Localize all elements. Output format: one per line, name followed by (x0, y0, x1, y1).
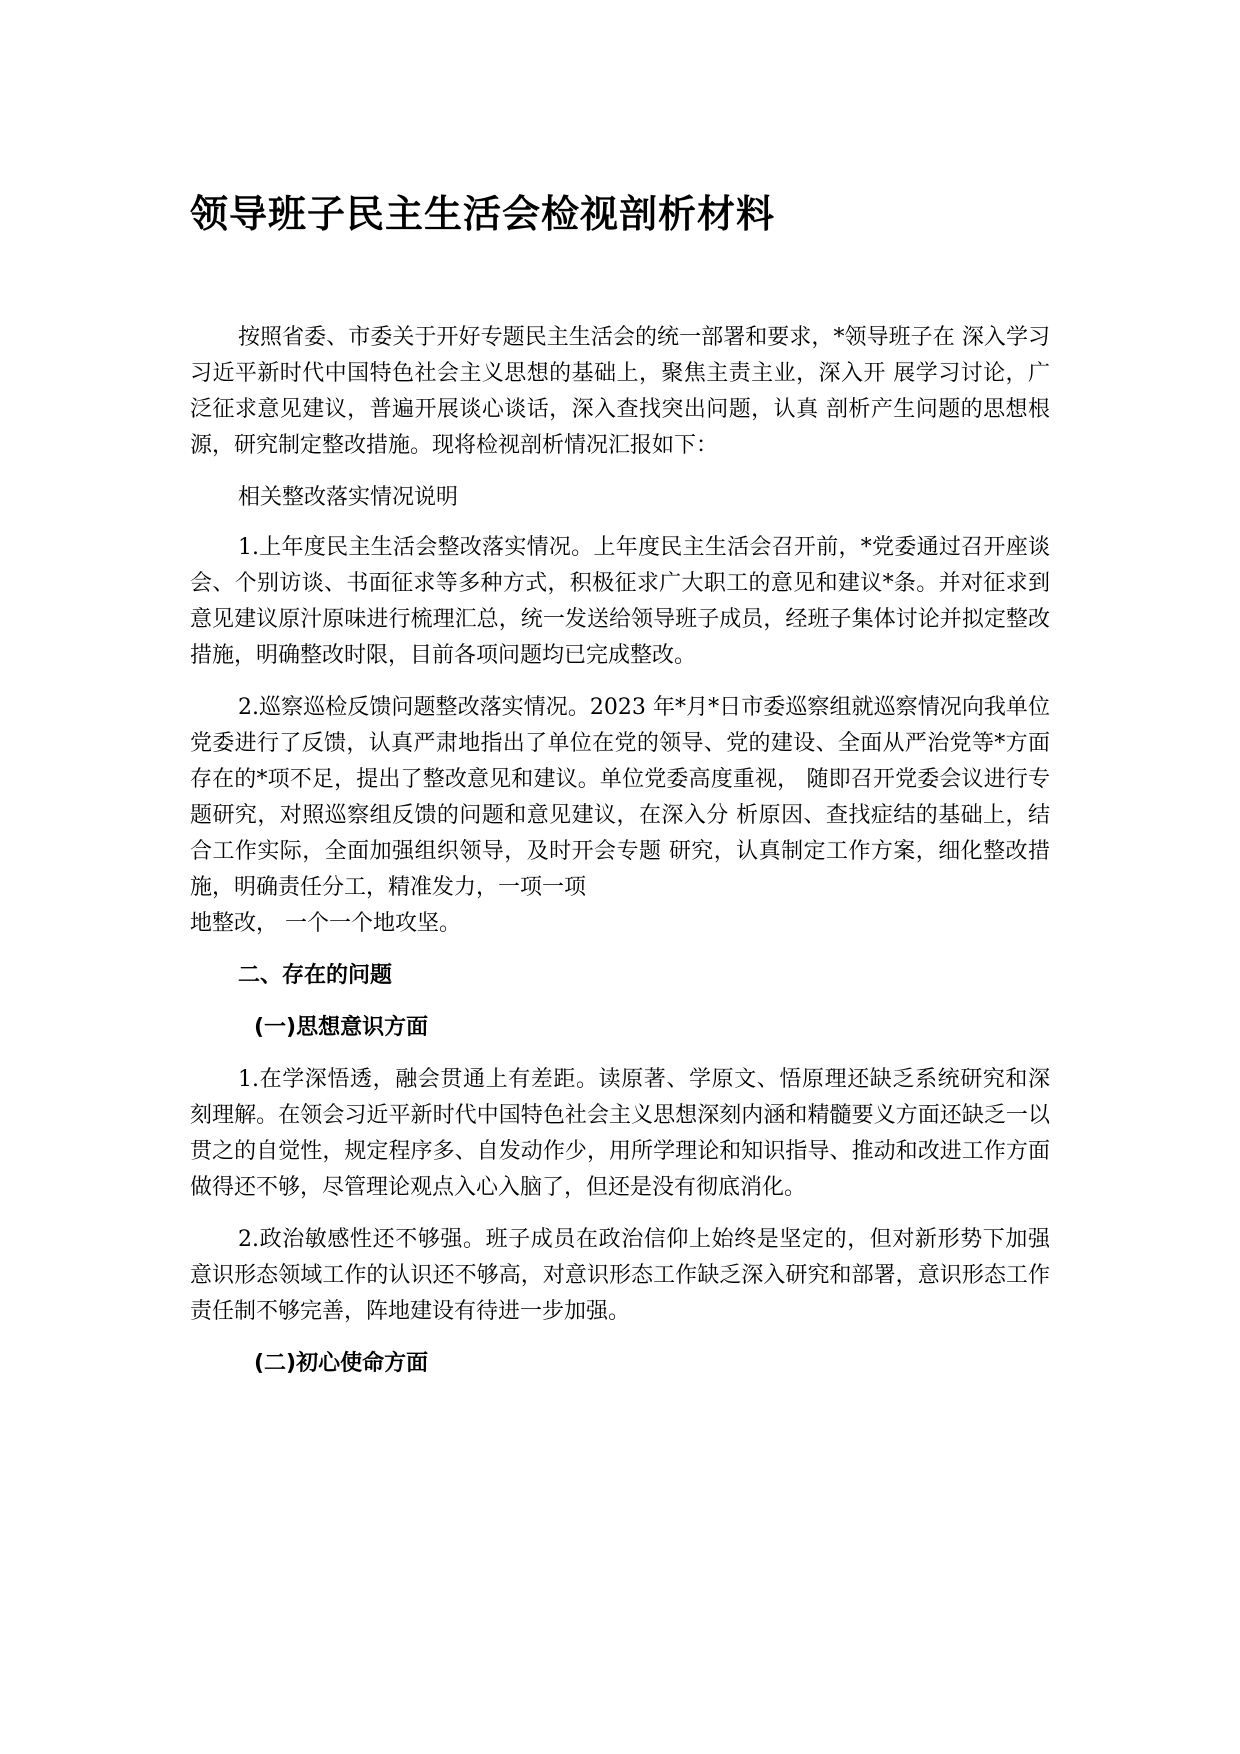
rectification-paragraph-2-tail: 地整改， 一个一个地攻坚。 (190, 911, 461, 936)
ideology-paragraph-1: 1.在学深悟透，融会贯通上有差距。读原著、学原文、悟原理还缺乏系统研究和深刻理解。在领会习近平新时代中国特色社会主义思想深刻内涵和精髓要义方面还缺乏一以贯之的自觉性，规定程序多、自发动作少，用所学理论和知识指导、推动和改进工作方面做得还不够，尽管理论观点入心入脑了，但还是没有彻底消化。 (190, 1067, 1050, 1200)
rectification-paragraph-2-main: 2.巡察巡检反馈问题整改落实情况。2023 年*月*日市委巡察组就巡察情况向我单位党委进行了反馈，认真严肃地指出了单位在党的领导、党的建设、全面从严治党等*方面存在的*项不足，提出了整改意见和建议。单位党委高度重视， 随即召开党委会议进行专题研究，对照巡察组反馈的问题和意见建议，在深入分 析原因、查找症结的基础上，结合工作实际，全面加强组织领导，及时开会专题 研究，认真制定工作方案，细化整改措施，明确责任分工，精准发力，一项一项 (190, 695, 1050, 900)
document-body (190, 320, 1050, 1398)
document-title: 领导班子民主生活会检视剖析材料 (190, 192, 776, 236)
mission-subheading: (二)初心使命方面 (254, 1351, 429, 1376)
rectification-heading: 相关整改落实情况说明 (238, 485, 459, 510)
ideology-subheading: (一)思想意识方面 (254, 1015, 429, 1040)
rectification-paragraph-2 (190, 690, 1050, 942)
intro-paragraph: 按照省委、市委关于开好专题民主生活会的统一部署和要求，*领导班子在 深入学习习近平新时代中国特色社会主义思想的基础上，聚焦主责主业，深入开 展学习讨论，广泛征求意见建议，普遍开展谈心谈话，深入查找突出问题，认真 剖析产生问题的思想根源，研究制定整改措施。现将检视剖析情况汇报如下： (190, 325, 1050, 458)
ideology-paragraph-2: 2.政治敏感性还不够强。班子成员在政治信仰上始终是坚定的，但对新形势下加强意识形态领域工作的认识还不够高，对意识形态工作缺乏深入研究和部署，意识形态工作责任制不够完善，阵地建设有待进一步加强。 (190, 1227, 1050, 1324)
rectification-paragraph-1: 1.上年度民主生活会整改落实情况。上年度民主生活会召开前，*党委通过召开座谈会、个别访谈、书面征求等多种方式，积极征求广大职工的意见和建议*条。并对征求到意见建议原汁原味进行梳理汇总，统一发送给领导班子成员，经班子集体讨论并拟定整改措施，明确整改时限，目前各项问题均已完成整改。 (190, 535, 1050, 668)
problems-heading: 二、存在的问题 (238, 963, 393, 988)
